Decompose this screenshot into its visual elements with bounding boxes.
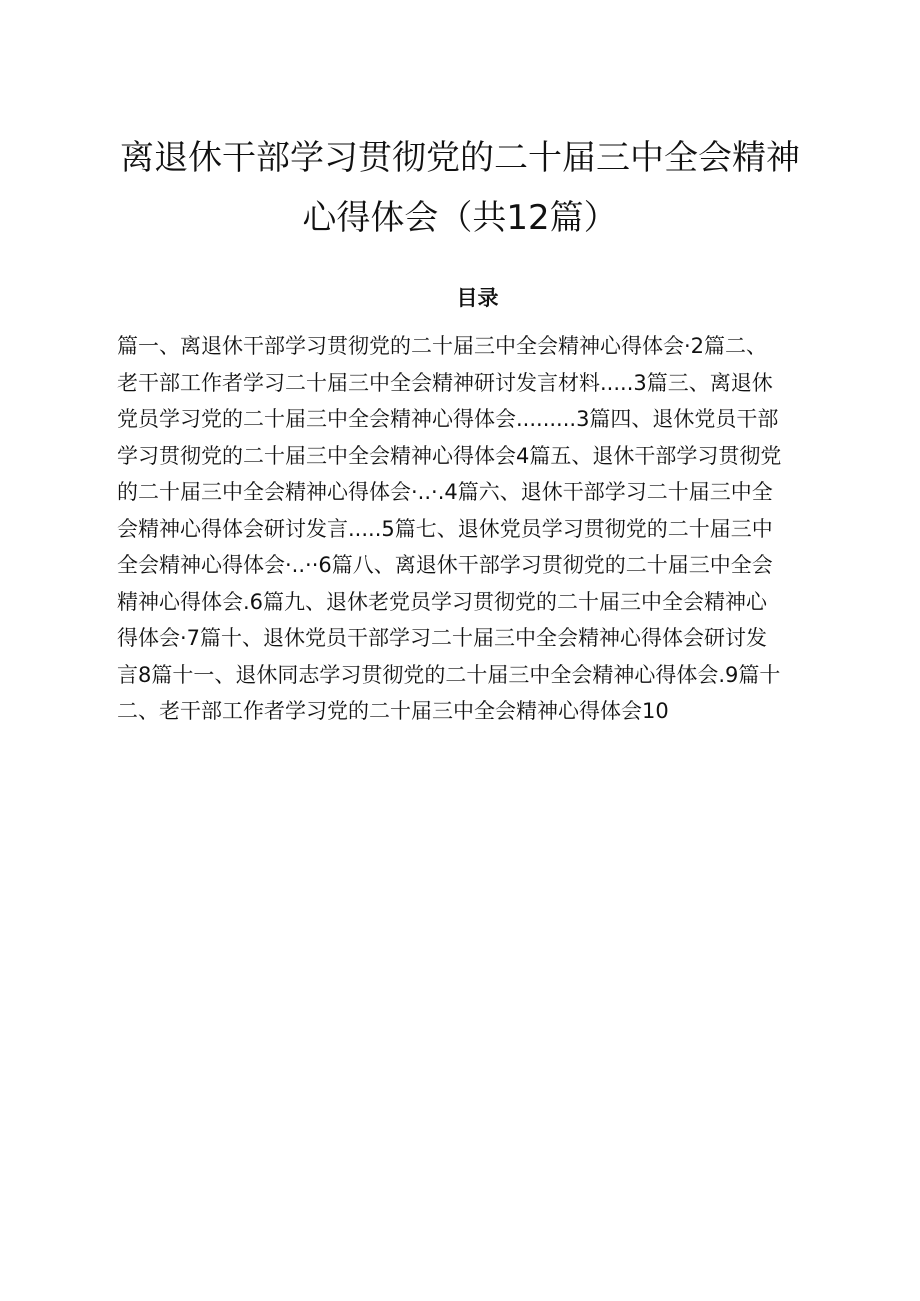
toc-line: 得体会·7篇十、退休党员干部学习二十届三中全会精神心得体会研讨发: [117, 626, 768, 650]
toc-line: 学习贯彻党的二十届三中全会精神心得体会4篇五、退休干部学习贯彻党: [117, 443, 782, 468]
toc-line: 言8篇十一、退休同志学习贯彻党的二十届三中全会精神心得体会.9篇十: [117, 662, 781, 687]
document-title-line-2: 心得体会（共12篇）: [302, 198, 618, 238]
toc-line: 全会精神心得体会·..··6篇八、离退休干部学习贯彻党的二十届三中全会: [117, 553, 773, 577]
table-of-contents: [117, 328, 837, 730]
toc-line: 会精神心得体会研讨发言.....5篇七、退休党员学习贯彻党的二十届三中: [117, 516, 773, 541]
toc-line: 篇一、离退休干部学习贯彻党的二十届三中全会精神心得体会·2篇二、: [117, 334, 768, 358]
toc-line: 老干部工作者学习二十届三中全会精神研讨发言材料.....3篇三、离退休: [117, 370, 773, 395]
toc-line: 的二十届三中全会精神心得体会·..·.4篇六、退休干部学习二十届三中全: [117, 480, 773, 504]
toc-line: 二、老干部工作者学习党的二十届三中全会精神心得体会10: [117, 699, 669, 723]
toc-line: 党员学习党的二十届三中全会精神心得体会.........3篇四、退休党员干部: [117, 407, 779, 431]
toc-line: 精神心得体会.6篇九、退休老党员学习贯彻党的二十届三中全会精神心: [117, 589, 768, 614]
toc-heading: 目录: [456, 286, 499, 310]
document-title-line-1: 离退休干部学习贯彻党的二十届三中全会精神: [120, 138, 800, 178]
